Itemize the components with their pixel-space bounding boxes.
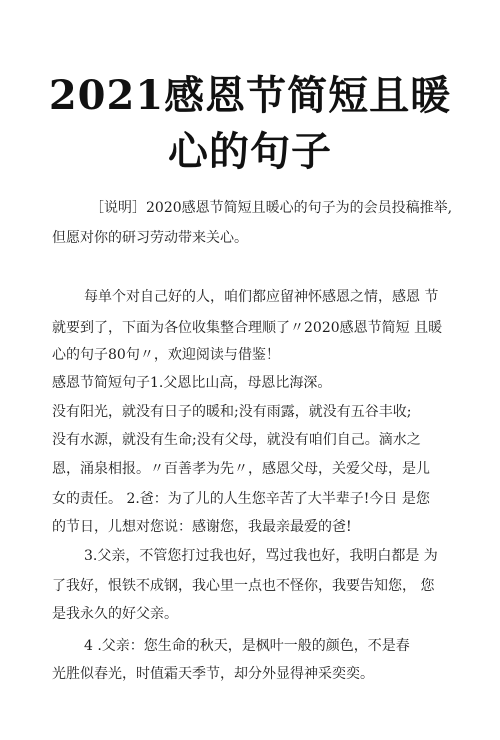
paragraph-line: 的节日，儿想对您说：感谢您，我最亲最爱的爸! bbox=[52, 519, 352, 535]
paragraph-line: 就要到了，下面为各位收集整合理顺了〃2020感恩节简短 且暖 bbox=[52, 320, 443, 336]
note-line-1: ［说明］2020感恩节简短且暖心的句子为的会员投稿推举, bbox=[90, 200, 453, 216]
page-title-line-2: 心的句子 bbox=[168, 128, 332, 175]
note-line-2: 但愿对你的研习劳动带来关心。 bbox=[52, 230, 248, 246]
paragraph-line: 3.父亲，不管您打过我也好，骂过我也好，我明白都是 为 bbox=[84, 548, 438, 564]
paragraph-line: 感恩节简短句子1.父恩比山高，母恩比海深。 bbox=[52, 375, 332, 391]
paragraph-line: 女的责任。 2.爸：为了儿的人生您辛苦了大半辈子!今日 是您 bbox=[52, 491, 430, 507]
paragraph-line: 了我好，恨铁不成钢，我心里一点也不怪你，我要告知您， 您 bbox=[52, 578, 435, 594]
paragraph-line: 是我永久的好父亲。 bbox=[52, 606, 178, 622]
paragraph-line: 4 .父亲：您生命的秋天，是枫叶一般的颜色，不是春 bbox=[84, 638, 410, 654]
paragraph-line: 每单个对自己好的人，咱们都应留神怀感恩之情，感恩 节 bbox=[84, 289, 439, 305]
paragraph-line: 没有水源，就没有生命;没有父母，就没有咱们自己。滴水之 bbox=[52, 432, 421, 448]
paragraph-line: 恩，涌泉相报。〃百善孝为先〃，感恩父母，关爱父母，是儿 bbox=[52, 461, 430, 477]
paragraph-line: 光胜似春光，时值霜天季节，却分外显得神采奕奕。 bbox=[52, 666, 374, 682]
page-title-line-1: 2021感恩节简短且暖 bbox=[48, 72, 452, 119]
paragraph-line: 心的句子80句〃，欢迎阅读与借鉴！ bbox=[52, 347, 280, 363]
paragraph-line: 没有阳光，就没有日子的暖和;没有雨露，就没有五谷丰收; bbox=[52, 404, 412, 420]
